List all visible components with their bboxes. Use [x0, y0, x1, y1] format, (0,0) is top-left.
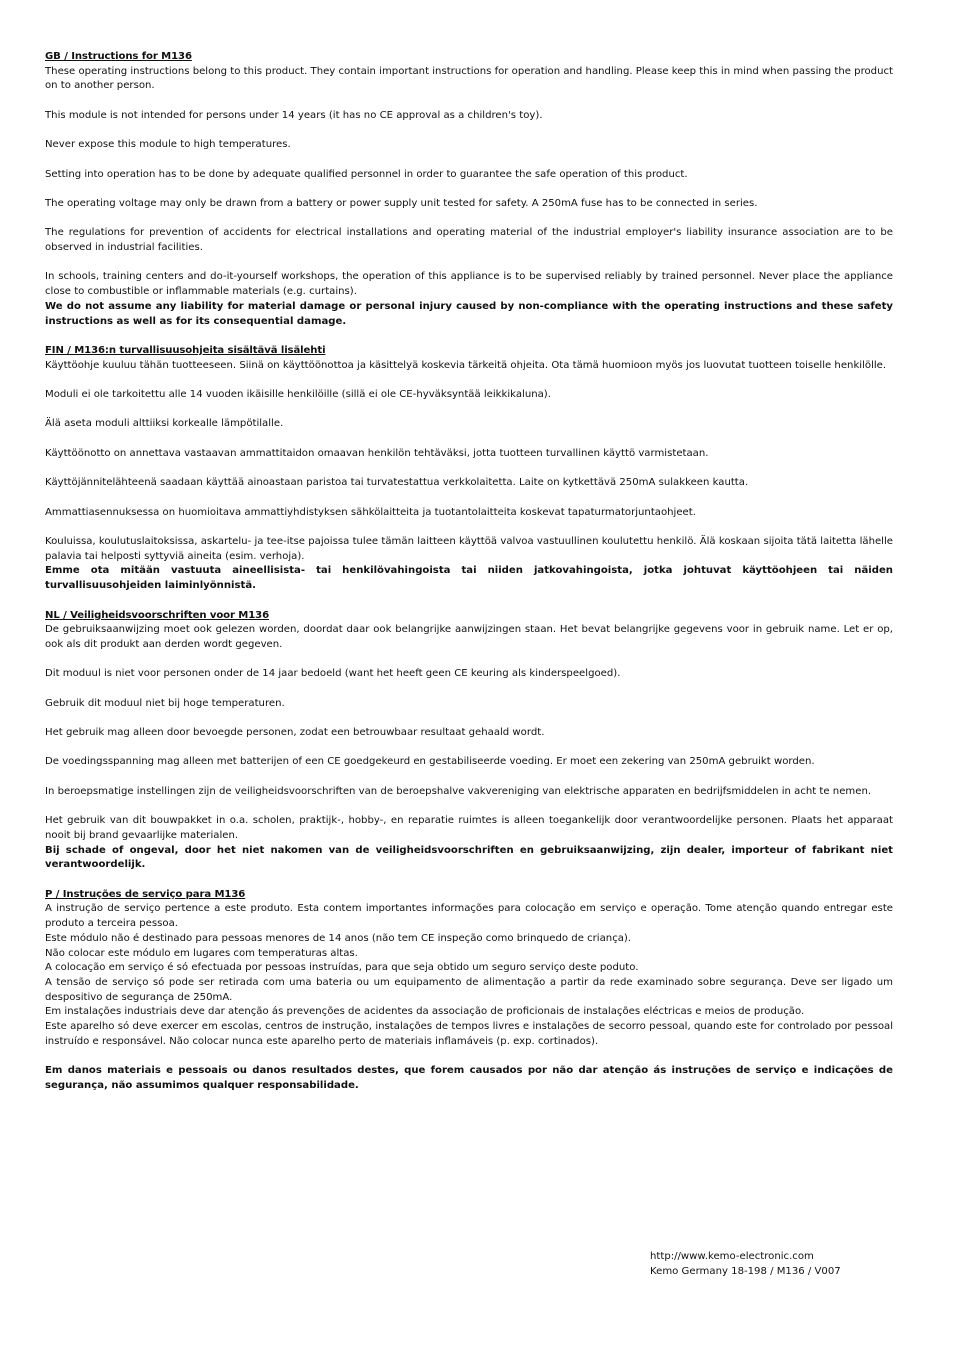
- liability-disclaimer: Em danos materiais e pessoais ou danos resultados destes, que forem causados por não dar atenção ás instruções de serviço e indicações de segurança, não assumimos qualquer responsabilidade.: [45, 1065, 893, 1091]
- liability-disclaimer: Bij schade of ongeval, door het niet nakomen van de veiligheidsvoorschriften en gebruiksaanwijzing, zijn dealer, importeur of fabrikant niet verantwoordelijk.: [45, 844, 893, 871]
- paragraph: Kouluissa, koulutuslaitoksissa, askartelu- ja tee-itse pajoissa tulee tämän laitteen käyttöä valvoa vastuullinen koulutettu henkilö. Älä koskaan sijoita tätä laitetta lähelle palavia tai helposti syttyviä aineita (esim. verhoja).: [45, 536, 893, 562]
- paragraph: De gebruiksaanwijzing moet ook gelezen worden, doordat daar ook belangrijke aanwijzingen staan. Het bevat belangrijke gegevens voor in gebruik name. Let er op, ook als dit produkt aan derden wordt gegeven.: [45, 624, 893, 650]
- footer-url: http://www.kemo-electronic.com: [650, 1251, 814, 1262]
- paragraph: Não colocar este módulo em lugares com temperaturas altas.: [45, 947, 358, 959]
- liability-disclaimer: We do not assume any liability for material damage or personal injury caused by non-compliance with the operating instructions and these safety instructions as well as for its consequential damage.: [45, 300, 893, 327]
- paragraph: Dit moduul is niet voor personen onder de 14 jaar bedoeld (want het heeft geen CE keuring als kinderspeelgoed).: [45, 668, 621, 680]
- paragraph: These operating instructions belong to this product. They contain important instructions for operation and handling. Please keep this in mind when passing the product on to another person.: [45, 65, 893, 92]
- section-heading-fin: FIN / M136:n turvallisuusohjeita sisältävä lisälehti: [45, 344, 326, 356]
- paragraph: Gebruik dit moduul niet bij hoge temperaturen.: [45, 697, 285, 709]
- liability-disclaimer: Emme ota mitään vastuuta aineellisista- tai henkilövahingoista tai niiden jatkovahingoista, jotka johtuvat käyttöohjeen tai näiden turvallisuusohjeiden laiminlyönnistä.: [45, 565, 893, 592]
- section-p: [45, 888, 893, 1094]
- paragraph: Never expose this module to high temperatures.: [45, 139, 291, 151]
- paragraph: The regulations for prevention of accidents for electrical installations and operating material of the industrial employer's liability insurance association are to be observed in industrial facilities.: [45, 227, 893, 254]
- document-body: [45, 50, 893, 1108]
- paragraph: This module is not intended for persons under 14 years (it has no CE approval as a children's toy).: [45, 109, 543, 121]
- paragraph: A instrução de serviço pertence a este produto. Esta contem importantes informações para colocação em serviço e operação. Tome atenção quando entregar este produto a terceira pessoa.: [45, 903, 893, 930]
- paragraph: A colocação em serviço é só efectuada por pessoas instruídas, para que seja obtido um seguro serviço deste poduto.: [45, 962, 639, 974]
- paragraph: The operating voltage may only be drawn from a battery or power supply unit tested for safety. A 250mA fuse has to be connected in series.: [45, 197, 758, 209]
- paragraph: Em instalações industriais deve dar atenção ás prevenções de acidentes da associação de proficionais de instalações eléctricas e meios de produção.: [45, 1006, 805, 1018]
- paragraph: Käyttöohje kuuluu tähän tuotteeseen. Siinä on käyttöönottoa ja käsittelyä koskevia tärkeitä ohjeita. Ota tämä huomioon myös jos luovutat tuotteen toiselle henkilölle.: [45, 359, 887, 371]
- paragraph: In schools, training centers and do-it-yourself workshops, the operation of this appliance is to be supervised reliably by trained personnel. Never place the appliance close to combustible or inflammable materials (e.g. curtains).: [45, 271, 893, 298]
- paragraph: Käyttöjännitelähteenä saadaan käyttää ainoastaan paristoa tai turvatestattua verkkolaitetta. Laite on kytkettävä 250mA sulakkeen kautta.: [45, 477, 749, 489]
- paragraph: Ammattiasennuksessa on huomioitava ammattiyhdistyksen sähkölaitteita ja tuotantolaitteita koskevat tapaturmatorjuntaohjeet.: [45, 506, 696, 518]
- section-heading-nl: NL / Veiligheidsvoorschriften voor M136: [45, 609, 269, 621]
- paragraph: Este aparelho só deve exercer em escolas, centros de instrução, instalações de tempos livres e instalações de secorro pessoal, quando este for controlado por pessoal instruído e responsável. Não colocar nunca este aparelho perto de materiais inflamáveis (p. exp. cortinados).: [45, 1021, 893, 1047]
- section-nl: [45, 609, 893, 874]
- paragraph: Het gebruik van dit bouwpakket in o.a. scholen, praktijk-, hobby-, en reparatie ruimtes is alleen toegankelijk door verantwoordelijke personen. Plaats het apparaat nooit bij brand gevaarlijke materialen.: [45, 815, 893, 841]
- paragraph: In beroepsmatige instellingen zijn de veiligheidsvoorschriften van de beroepshalve vakvereniging van elektrische apparaten en bedrijfsmiddelen in acht te nemen.: [45, 785, 872, 797]
- section-heading-gb: GB / Instructions for M136: [45, 51, 192, 62]
- paragraph: De voedingsspanning mag alleen met batterijen of een CE goedgekeurd en gestabiliseerde voeding. Er moet een zekering van 250mA gebruikt worden.: [45, 756, 815, 768]
- section-fin: [45, 344, 893, 594]
- paragraph: Setting into operation has to be done by adequate qualified personnel in order to guarantee the safe operation of this product.: [45, 168, 688, 180]
- paragraph: Älä aseta moduli alttiiksi korkealle lämpötilalle.: [45, 418, 284, 430]
- paragraph: Moduli ei ole tarkoitettu alle 14 vuoden ikäisille henkilöille (sillä ei ole CE-hyväksyntää leikkikaluna).: [45, 389, 551, 401]
- section-heading-p: P / Instruções de serviço para M136: [45, 888, 246, 900]
- paragraph: Este módulo não é destinado para pessoas menores de 14 anos (não tem CE inspeção como brinquedo de criança).: [45, 932, 632, 944]
- paragraph: Het gebruik mag alleen door bevoegde personen, zodat een betrouwbaar resultaat gehaald wordt.: [45, 727, 545, 739]
- footer-code: Kemo Germany 18-198 / M136 / V007: [650, 1265, 841, 1277]
- paragraph: A tensão de serviço só pode ser retirada com uma bateria ou um equipamento de alimentação a partir da rede examinado sobre segurança. Deve ser ligado um despositivo de segurança de 250mA.: [45, 976, 893, 1003]
- section-gb: [45, 50, 893, 329]
- footer: [650, 1250, 841, 1279]
- paragraph: Käyttöönotto on annettava vastaavan ammattitaidon omaavan henkilön tehtäväksi, jotta tuotteen turvallinen käyttö varmistetaan.: [45, 447, 709, 459]
